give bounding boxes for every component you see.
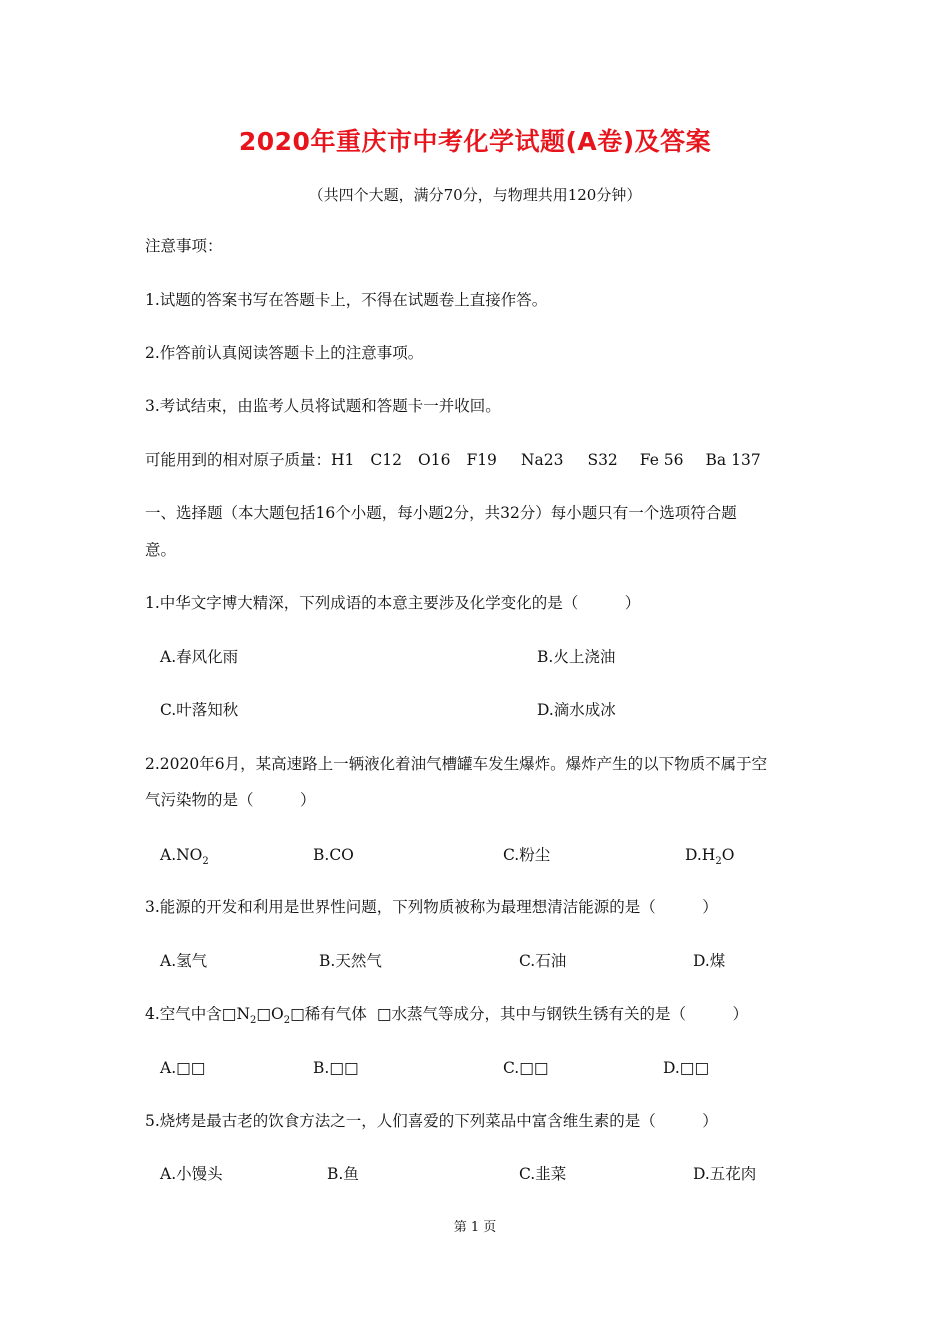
q1-option-b: B.火上浇油 bbox=[537, 648, 616, 666]
notice-item-3: 3.考试结束，由监考人员将试题和答题卡一并收回。 bbox=[145, 397, 501, 415]
notice-item-2: 2.作答前认真阅读答题卡上的注意事项。 bbox=[145, 344, 424, 362]
q1-option-d: D.滴水成冰 bbox=[537, 701, 616, 719]
atomic-masses-label: 可能用到的相对原子质量： bbox=[145, 451, 332, 469]
q3-option-b: B.天然气 bbox=[319, 952, 382, 970]
question-1-stem: 1.中华文字博大精深，下列成语的本意主要涉及化学变化的是（ ） bbox=[145, 594, 641, 612]
q2-option-a: $A.NO_2$ bbox=[160, 846, 209, 867]
question-3-stem: 3.能源的开发和利用是世界性问题，下列物质被称为最理想清洁能源的是（ ） bbox=[145, 898, 718, 916]
q4-option-c: C.□□ bbox=[503, 1059, 549, 1077]
notice-item-1: 1.试题的答案书写在答题卡上，不得在试题卷上直接作答。 bbox=[145, 291, 548, 309]
atomic-mass-s: S32 bbox=[587, 451, 618, 469]
q5-option-d: D.五花肉 bbox=[693, 1165, 757, 1183]
notice-heading: 注意事项： bbox=[145, 237, 223, 255]
q3-option-c: C.石油 bbox=[519, 952, 567, 970]
section1-heading: 一、选择题（本大题包括16个小题，每小题2分，共32分）每小题只有一个选项符合题 bbox=[145, 504, 737, 522]
atomic-mass-c: C12 bbox=[370, 451, 402, 469]
atomic-mass-fe: Fe 56 bbox=[639, 451, 684, 469]
question-2-stem-cont: 气污染物的是（ ） bbox=[145, 791, 316, 809]
page-number: 第 1 页 bbox=[453, 1220, 497, 1235]
q5-option-b: B.鱼 bbox=[327, 1165, 359, 1183]
q1-option-a: A.春风化雨 bbox=[160, 648, 239, 666]
q5-option-a: A.小馒头 bbox=[160, 1165, 223, 1183]
q4-option-a: A.□□ bbox=[160, 1059, 206, 1077]
q2-option-d: $D.H_2O$ bbox=[685, 846, 735, 867]
atomic-mass-h: H1 bbox=[331, 451, 355, 469]
q4-option-d: D.□□ bbox=[663, 1059, 710, 1077]
q3-option-a: A.氢气 bbox=[160, 952, 208, 970]
question-4-stem: 4.空气中含$□N_2□O_2□$稀有气体 □水蒸气等成分，其中与钢铁生锈有关的是（ ） bbox=[145, 1005, 748, 1026]
section1-heading-cont: 意。 bbox=[145, 541, 177, 559]
q2-option-c: C.粉尘 bbox=[503, 846, 551, 864]
exam-subtitle: （共四个大题，满分70分，与物理共用120分钟） bbox=[308, 186, 642, 204]
q4-option-b: B.□□ bbox=[313, 1059, 359, 1077]
q2-option-b: B.CO bbox=[313, 846, 354, 864]
q3-option-d: D.煤 bbox=[693, 952, 726, 970]
atomic-mass-na: Na23 bbox=[520, 451, 564, 469]
q1-option-c: C.叶落知秋 bbox=[160, 701, 239, 719]
atomic-mass-ba: Ba 137 bbox=[705, 451, 761, 469]
q5-option-c: C.韭菜 bbox=[519, 1165, 567, 1183]
atomic-masses-line bbox=[145, 450, 761, 470]
atomic-mass-o: O16 bbox=[418, 451, 451, 469]
question-2-stem: 2.2020年6月，某高速路上一辆液化着油气槽罐车发生爆炸。爆炸产生的以下物质不属于空 bbox=[145, 755, 768, 773]
question-5-stem: 5.烧烤是最古老的饮食方法之一，人们喜爱的下列菜品中富含维生素的是（ ） bbox=[145, 1112, 718, 1130]
atomic-mass-f: F19 bbox=[466, 451, 497, 469]
page-title: 2020年重庆市中考化学试题(A卷)及答案 bbox=[238, 127, 712, 156]
